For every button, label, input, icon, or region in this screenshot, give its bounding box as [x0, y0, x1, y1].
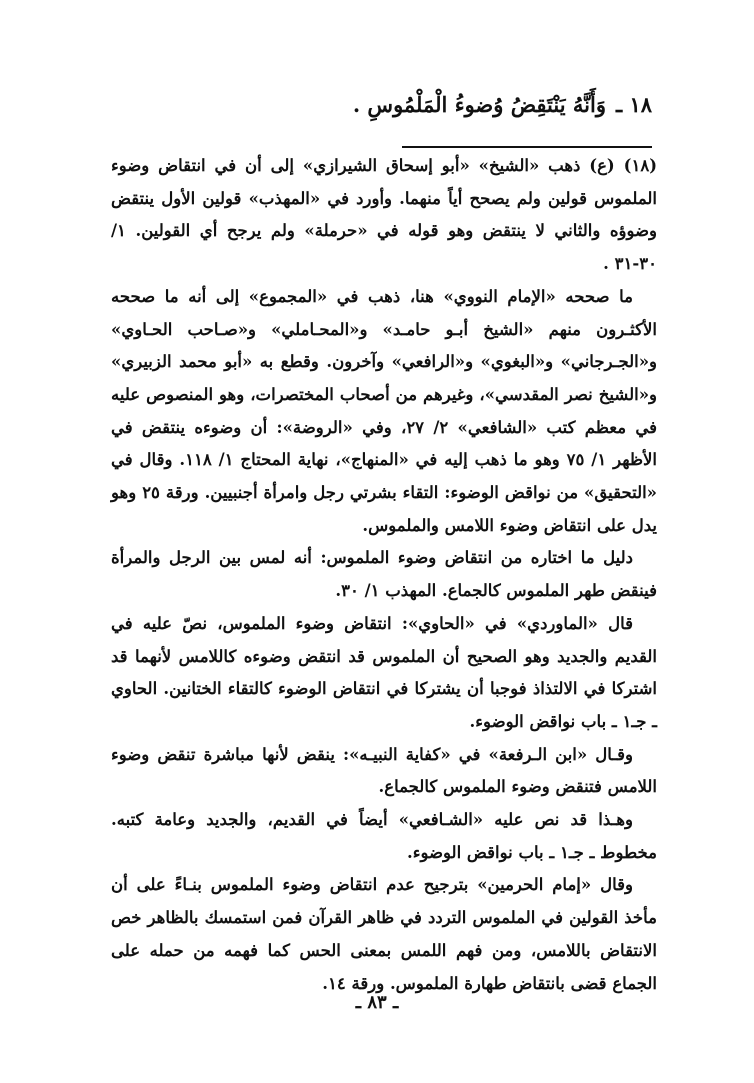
heading-title: وَأَنَّهُ يَنْتَقِضُ وُضوءُ الْمَلْمُوسِ .	[352, 92, 606, 117]
paragraph-2: ما صححه «الإمام النووي» هنا، ذهب في «المجموع» إلى أنه ما صححه الأكثـرون منهم «الشيخ أبـو حامـد» و«المحـاملي» و«صـاحب الحـاوي» و«الجـرجاني» و«البغوي» و«الرافعي» وآخرون. وقطع به «أبو محمد الزبيري» و«الشيخ نصر المقدسي»، وغيرهم من أصحاب المختصرات، وهو المنصوص عليه في معظم كتب «الشافعي» ٢/ ٢٧، وفي «الروضة»: أن وضوءه ينتقض في الأظهر ١/ ٧٥ وهو ما ذهب إليه في «المنهاج»، نهاية المحتاج ١/ ١١٨. وقال في «التحقيق» من نواقض الوضوء: التقاء بشرتي رجل وامرأة أجنبيين. ورقة ٢٥ وهو يدل على انتقاض وضوء اللامس والملموس.	[111, 286, 657, 535]
section-heading	[132, 92, 652, 117]
paragraph-6: وهـذا قد نص عليه «الشـافعي» أيضاً في القديم، والجديد وعامة كتبه. مخطوط ـ جـ١ ـ باب نواقض الوضوء.	[111, 810, 657, 862]
heading-number: ١٨ ـ	[615, 92, 652, 117]
note-reference: (١٨)	[623, 156, 658, 175]
paragraph-1	[111, 150, 657, 281]
paragraph-5: وقـال «ابن الـرفعة» في «كفاية النبيـه»: ينقض لأنها مباشرة تنقض وضوء اللامس فتنقض وضوء الملموس كالجماع.	[111, 744, 657, 797]
footnote-body	[111, 150, 657, 1000]
heading-rule	[402, 146, 652, 148]
paragraph-3: دليل ما اختاره من انتقاض وضوء الملموس: أنه لمس بين الرجل والمرأة فينقض طهر الملموس كالجماع. المهذب ١/ ٣٠.	[111, 548, 657, 601]
page-number: ـ ٨٣ ـ	[355, 992, 399, 1013]
paragraph-4: قال «الماوردي» في «الحاوي»: انتقاض وضوء الملموس، نصّ عليه في القديم والجديد وهو الصحيح أن الملموس قد انتقض وضوءه كاللامس لأنهما قد اشتركا في الالتذاذ فوجبا أن يشتركا في انتقاض الوضوء كالتقاء الختانين. الحاوي ـ جـ١ ـ باب نواقض الوضوء.	[111, 613, 657, 731]
paragraph-text: (ع) ذهب «الشيخ» «أبو إسحاق الشيرازي» إلى أن في انتقاض وضوء الملموس قولين ولم يصحح أياً منهما. وأورد في «المهذب» قولين الأول ينتقض وضوؤه والثاني لا ينتقض وهو قوله في «حرملة» ولم يرجح أي القولين. ١/ ٣٠-٣١ .	[111, 156, 657, 274]
paragraph-7: وقال «إمام الحرمين» بترجيح عدم انتقاض وضوء الملموس بنـاءً على أن مأخذ القولين في الملموس التردد في ظاهر القرآن فمن استمسك بالظاهر خص الانتقاض باللامس، ومن فهم اللمس بمعنى الحس كما فهمه من حمله على الجماع قضى بانتقاض طهارة الملموس. ورقة ١٤.	[111, 875, 657, 993]
